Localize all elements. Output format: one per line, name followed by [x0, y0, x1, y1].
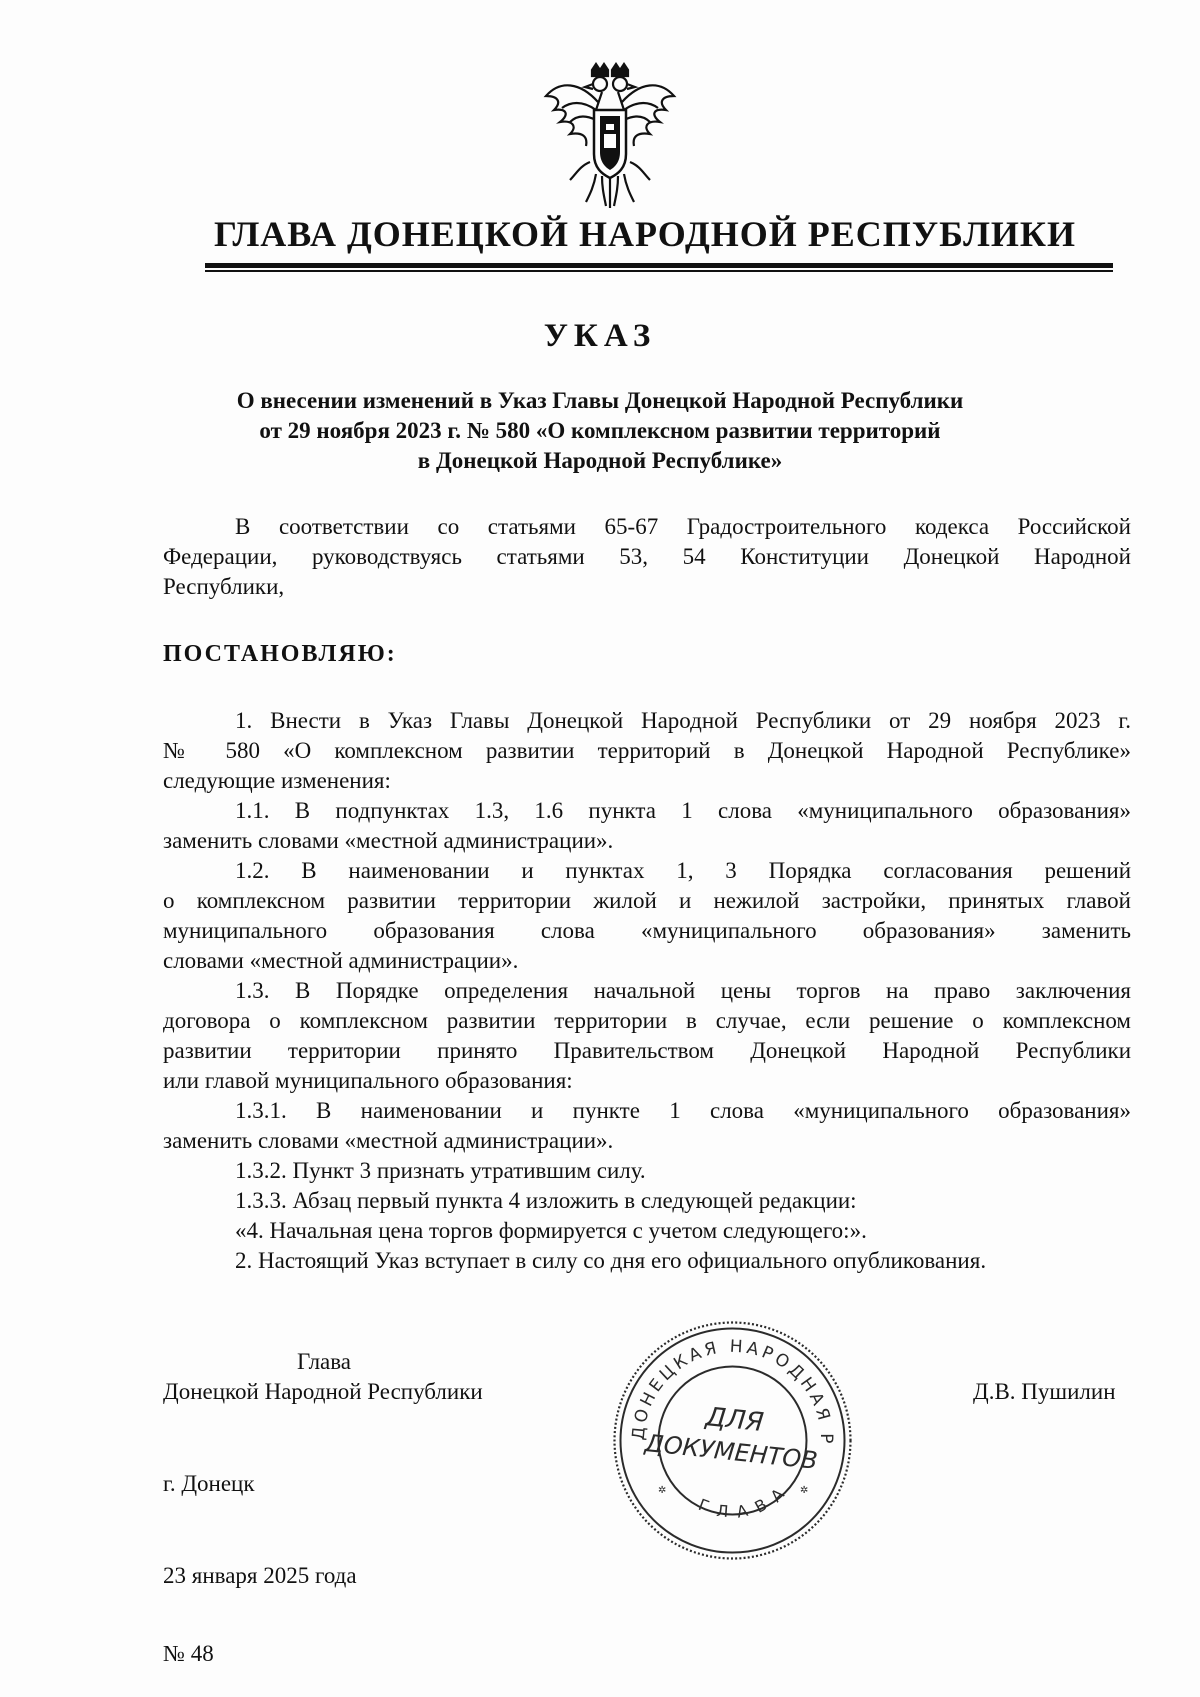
body-line: 1. Внести в Указ Главы Донецкой Народной Республики от 29 ноября 2023 г. — [235, 708, 1131, 733]
body-line: 1.2. В наименовании и пунктах 1, 3 Порядка согласования решений — [235, 858, 1131, 883]
signatory-title-line2: Донецкой Народной Республики — [163, 1379, 483, 1404]
double-headed-eagle-icon — [540, 62, 680, 212]
seal-center-line1: ДЛЯ — [704, 1402, 766, 1439]
body-line: договора о комплексном развитии территории в случае, если решение о комплексном — [163, 1008, 1131, 1033]
body-line: заменить словами «местной администрации». — [163, 1128, 614, 1153]
body-line: 1.3.1. В наименовании и пункте 1 слова «муниципального образования» — [235, 1098, 1131, 1123]
subject-line: от 29 ноября 2023 г. № 580 «О комплексном развитии территорий — [259, 418, 941, 443]
official-seal — [610, 1318, 855, 1563]
document-subject — [160, 386, 1040, 476]
body-line: 1.3.2. Пункт 3 признать утратившим силу. — [235, 1158, 646, 1183]
preamble — [163, 512, 1131, 602]
body-line: 1.3. В Порядке определения начальной цены торгов на право заключения — [235, 978, 1131, 1003]
preamble-line: Республики, — [163, 574, 285, 599]
seal-center-line2: ДОКУМЕНТОВ — [643, 1428, 819, 1475]
svg-text:ГЛАВА — [696, 1478, 795, 1522]
preamble-line: Федерации, руководствуясь статьями 53, 54 Конституции Донецкой Народной — [163, 544, 1131, 569]
body-line: 1.1. В подпунктах 1.3, 1.6 пункта 1 слова «муниципального образования» — [235, 798, 1131, 823]
seal-outer-text: ДОНЕЦКАЯ НАРОДНАЯ Р — [628, 1336, 837, 1448]
signatory-title: Глава — [297, 1349, 352, 1374]
preamble-line: В соответствии со статьями 65-67 Градостроительного кодекса Российской — [235, 514, 1131, 539]
body-line: словами «местной администрации». — [163, 948, 519, 973]
decree-number: № 48 — [163, 1641, 214, 1666]
header-rule-thin — [205, 270, 1113, 272]
body-line: № 580 «О комплексном развитии территорий в Донецкой Народной Республике» — [163, 738, 1131, 763]
body-line: заменить словами «местной администрации». — [163, 828, 614, 853]
header-rule-thick — [205, 263, 1113, 268]
decree-body — [163, 706, 1131, 1276]
issue-city: г. Донецк — [163, 1471, 255, 1496]
body-line: развитии территории принято Правительством Донецкой Народной Республики — [163, 1038, 1131, 1063]
seal-bottom-text: ГЛАВА — [695, 1477, 795, 1522]
body-line: 1.3.3. Абзац первый пункта 4 изложить в следующей редакции: — [235, 1188, 857, 1213]
issuer-title: ГЛАВА ДОНЕЦКОЙ НАРОДНОЙ РЕСПУБЛИКИ — [213, 214, 1077, 254]
seal-star-icon: ✲ — [800, 1485, 809, 1496]
subject-line: О внесении изменений в Указ Главы Донецкой Народной Республики — [236, 388, 964, 413]
signatory-name: Д.В. Пушилин — [973, 1379, 1116, 1404]
decree-word: ПОСТАНОВЛЯЮ: — [163, 641, 397, 667]
body-line: или главой муниципального образования: — [163, 1068, 573, 1093]
document-type: УКАЗ — [543, 318, 657, 354]
issue-date: 23 января 2025 года — [163, 1563, 357, 1588]
seal-star-icon: ✲ — [658, 1485, 667, 1496]
body-line: 2. Настоящий Указ вступает в силу со дня его официального опубликования. — [235, 1248, 987, 1273]
body-line: следующие изменения: — [163, 768, 391, 793]
body-line: муниципального образования слова «муниципального образования» заменить — [163, 918, 1131, 943]
body-line: «4. Начальная цена торгов формируется с учетом следующего:». — [235, 1218, 867, 1243]
subject-line: в Донецкой Народной Республике» — [417, 448, 783, 473]
body-line: о комплексном развитии территории жилой и нежилой застройки, принятых главой — [163, 888, 1131, 913]
